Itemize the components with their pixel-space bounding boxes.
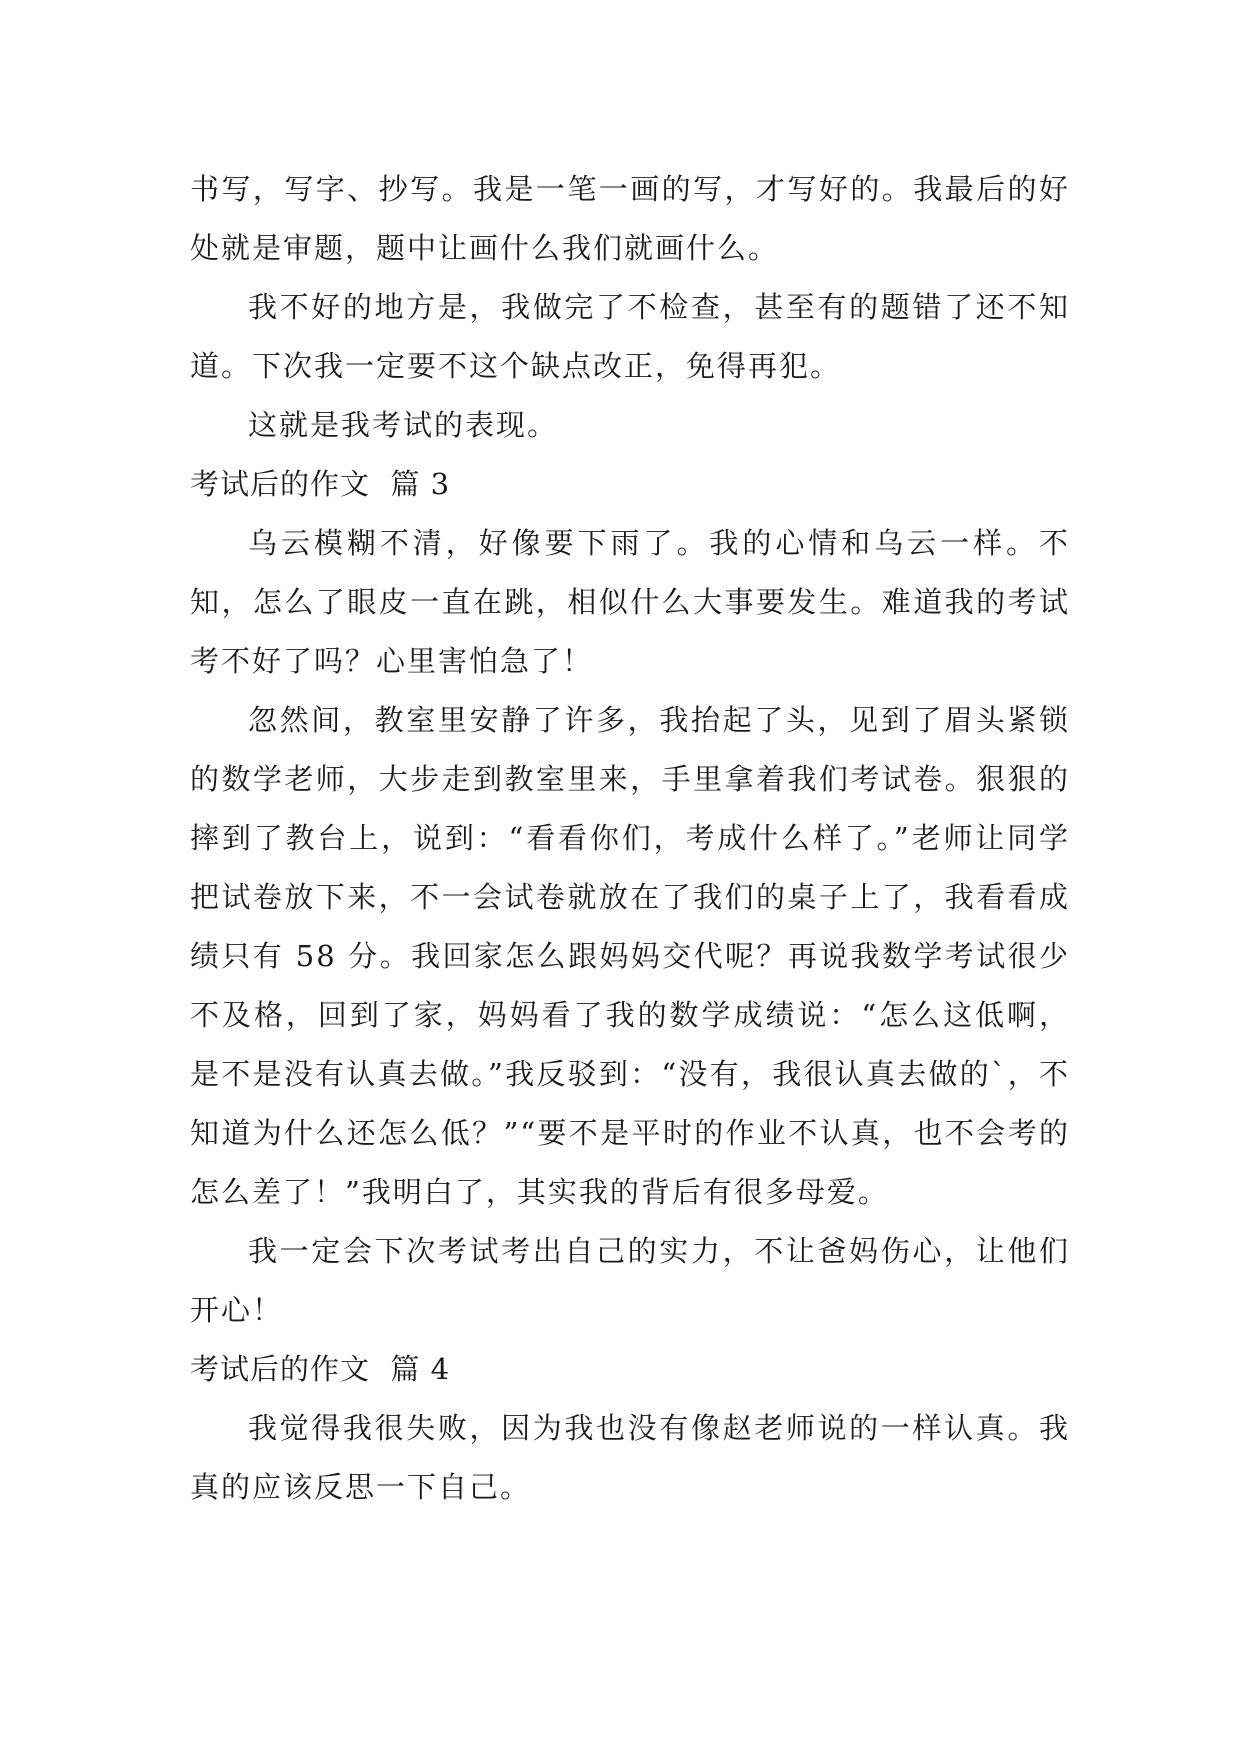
document-body — [190, 160, 1070, 1517]
paragraph: 忽然间，教室里安静了许多，我抬起了头，见到了眉头紧锁的数学老师，大步走到教室里来，手里拿着我们考试卷。狠狠的摔到了教台上，说到：“看看你们，考成什么样了。”老师让同学把试卷放下来，不一会试卷就放在了我们的桌子上了，我看看成绩只有 58 分。我回家怎么跟妈妈交代呢？再说我数学考试很少不及格，回到了家，妈妈看了我的数学成绩说：“怎么这低啊，是不是没有认真去做。”我反驳到：“没有，我很认真去做的`，不知道为什么还怎么低？”“要不是平时的作业不认真，也不会考的怎么差了！”我明白了，其实我的背后有很多母爱。 — [190, 703, 1070, 1209]
paragraph-continued: 书写，写字、抄写。我是一笔一画的写，才写好的。我最后的好处就是审题，题中让画什么我们就画什么。 — [190, 172, 1070, 265]
paragraph: 我不好的地方是，我做完了不检查，甚至有的题错了还不知道。下次我一定要不这个缺点改正，免得再犯。 — [190, 290, 1070, 383]
paragraph: 我觉得我很失败，因为我也没有像赵老师说的一样认真。我真的应该反思一下自己。 — [190, 1411, 1070, 1504]
section-heading: 考试后的作文 篇 3 — [190, 467, 451, 501]
paragraph: 乌云模糊不清，好像要下雨了。我的心情和乌云一样。不知，怎么了眼皮一直在跳，相似什么大事要发生。难道我的考试考不好了吗？心里害怕急了！ — [190, 526, 1070, 678]
paragraph: 我一定会下次考试考出自己的实力，不让爸妈伤心，让他们开心！ — [190, 1234, 1070, 1327]
paragraph: 这就是我考试的表现。 — [248, 408, 559, 442]
section-heading: 考试后的作文 篇 4 — [190, 1352, 451, 1386]
